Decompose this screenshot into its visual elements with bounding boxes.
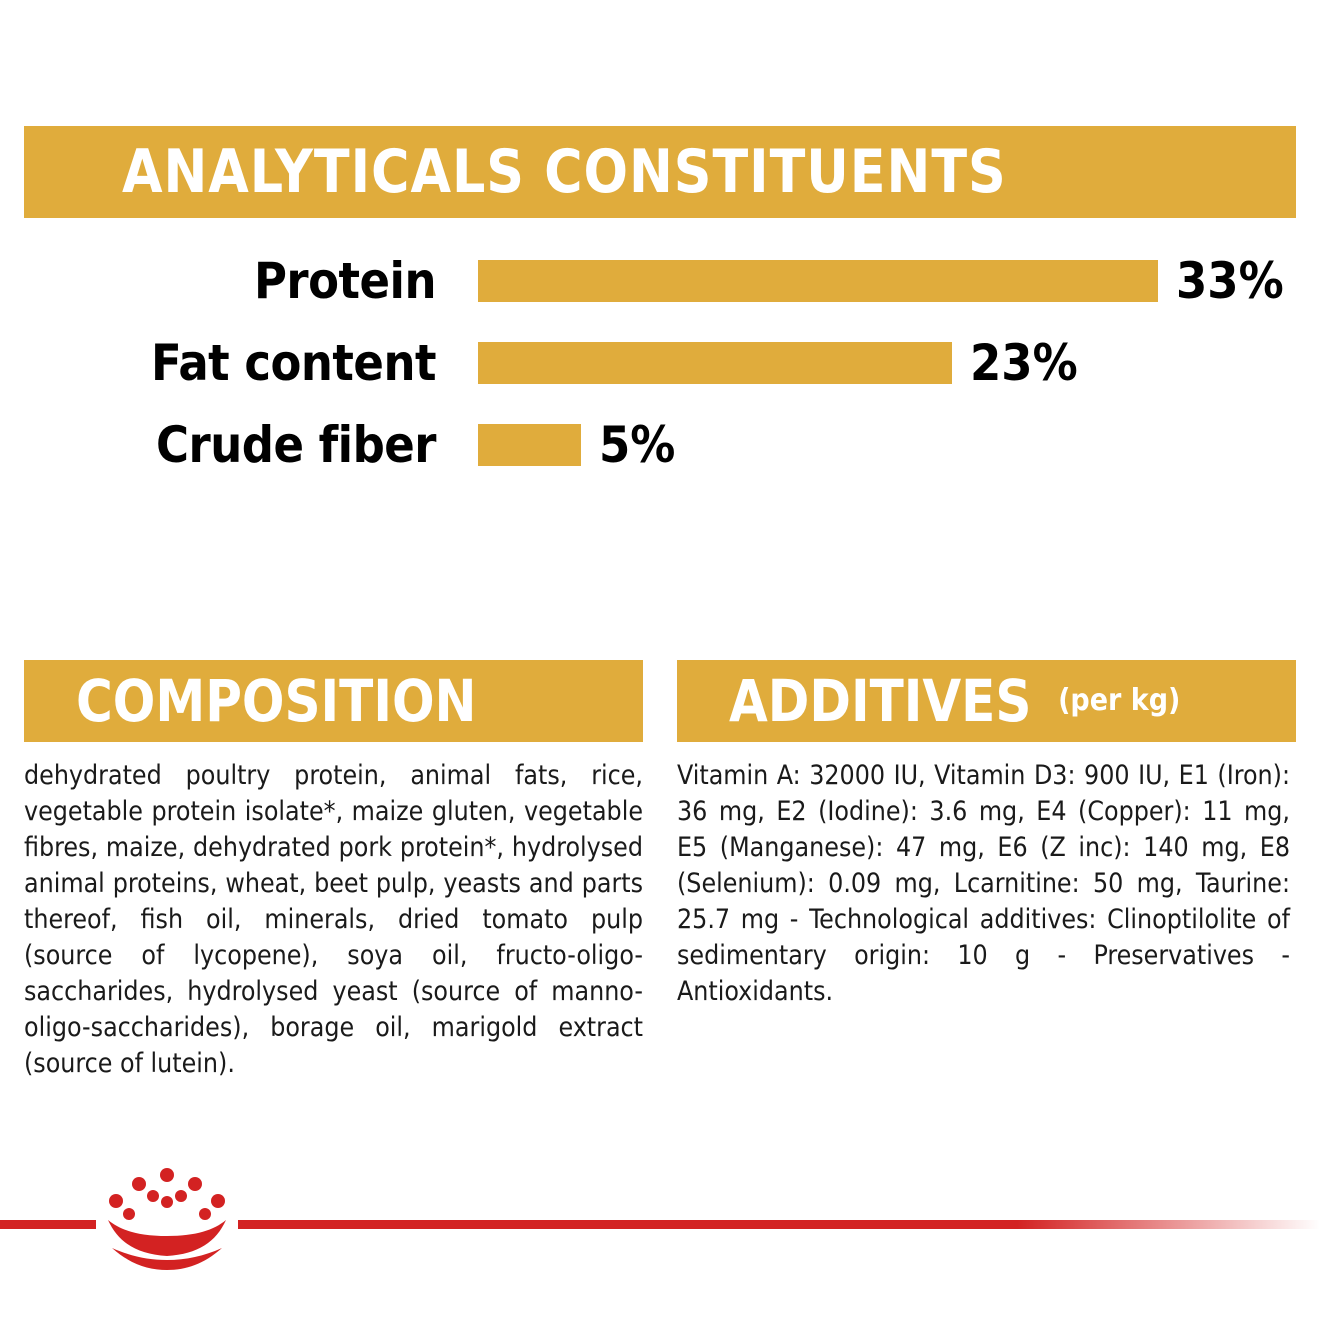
nutrient-label-protein: Protein <box>253 252 436 310</box>
composition-heading: COMPOSITION <box>76 667 477 735</box>
nutrient-row <box>98 404 1296 486</box>
additives-subheading: (per kg) <box>1058 682 1181 718</box>
nutrient-bar-fat-content <box>478 342 952 384</box>
footer <box>0 1168 1320 1278</box>
nutrient-value-protein: 33% <box>1176 252 1284 310</box>
composition-additives-section <box>24 660 1296 1109</box>
analyticals-constituents-section <box>24 126 1296 486</box>
royal-canin-crown-icon <box>96 1168 238 1276</box>
additives-text: Vitamin A: 32000 IU, Vitamin D3: 900 IU, E1 (Iron): 36 mg, E2 (Iodine): 3.6 mg, E4 (Copper): 11 mg, E5 (Manganese): 47 mg, E6 (Z inc): 140 mg, E8 (Selenium): 0.09 mg, Lcarnitine: 50 mg, Taurine: 25.7 mg - Technological additives: Clinoptilolite of sedimentary origin: 10 g - Preservatives - Antioxidants. <box>677 760 1290 1007</box>
nutrient-label-fat-content: Fat content <box>151 334 436 392</box>
composition-text: dehydrated poultry protein, animal fats, rice, vegetable protein isolate*, maize gluten, vegetable fibres, maize, dehydrated pork protein*, hydrolysed animal proteins, wheat, beet pulp, yeasts and parts thereof, fish oil, minerals, dried tomato pulp (source of lycopene), soya oil, fructo-oligo-saccharides, hydrolysed yeast (source of manno-oligo-saccharides), borage oil, marigold extract (source of lutein). <box>24 760 643 1079</box>
additives-column <box>677 660 1296 1109</box>
nutrient-row <box>98 240 1296 322</box>
composition-column <box>24 660 643 1109</box>
analyticals-heading: ANALYTICALS CONSTITUENTS <box>122 137 1007 207</box>
additives-header-bar <box>677 660 1296 742</box>
analyticals-header-bar <box>24 126 1296 218</box>
nutrient-bar-crude-fiber <box>478 424 581 466</box>
nutrient-value-fat-content: 23% <box>970 334 1078 392</box>
nutrient-value-crude-fiber: 5% <box>599 416 676 474</box>
composition-header-bar <box>24 660 643 742</box>
footer-rule-right <box>238 1220 1320 1229</box>
nutrient-bar-protein <box>478 260 1158 302</box>
additives-heading: ADDITIVES <box>729 667 1032 735</box>
nutrient-row <box>98 322 1296 404</box>
nutrient-label-crude-fiber: Crude fiber <box>156 416 436 474</box>
footer-rule-left <box>0 1220 96 1229</box>
nutrient-bar-chart <box>24 240 1296 486</box>
